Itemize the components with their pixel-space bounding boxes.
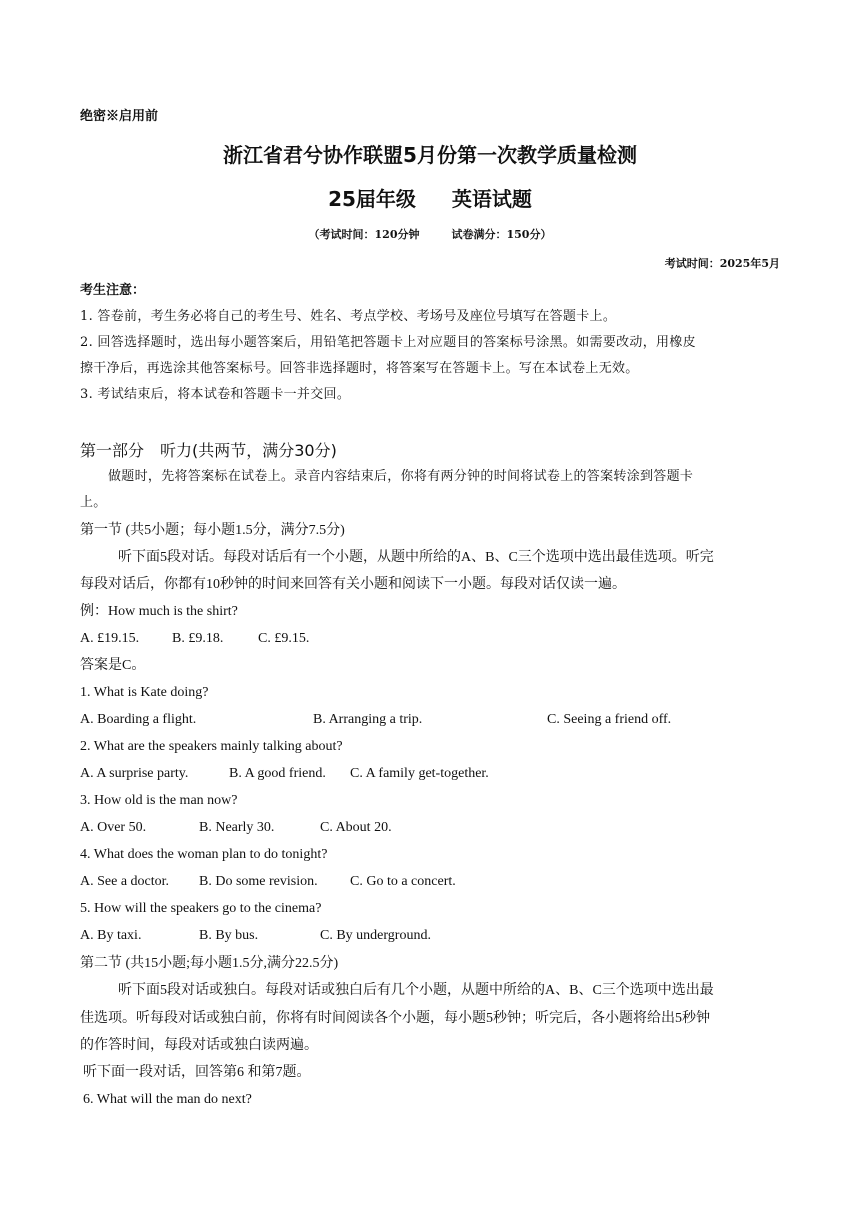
- example-question: 例：How much is the shirt?: [80, 604, 238, 619]
- dialog-note: 听下面一段对话，回答第6 和第7题。: [83, 1065, 311, 1080]
- q5-option-c: C. By underground.: [320, 928, 431, 943]
- notice-item-2a: 2. 回答选择题时，选出每小题答案后，用铅笔把答题卡上对应题目的答案标号涂黑。如需要改动，用橡皮: [80, 335, 696, 350]
- example-option-c: C. £9.15.: [258, 631, 310, 646]
- secret-label: 绝密※启用前: [80, 109, 159, 124]
- q1-option-a: A. Boarding a flight.: [80, 712, 197, 727]
- q4-option-c: C. Go to a concert.: [350, 874, 456, 889]
- notice-item-2b: 擦干净后，再选涂其他答案标号。回答非选择题时，将答案写在答题卡上。写在本试卷上无效。: [80, 361, 639, 376]
- section2-heading: 第二节 (共15小题;每小题1.5分,满分22.5分): [80, 956, 339, 971]
- q3-option-a: A. Over 50.: [80, 820, 147, 835]
- example-option-a: A. £19.15.: [80, 631, 140, 646]
- section1-heading: 第一节 (共5小题；每小题1.5分，满分7.5分): [80, 523, 345, 538]
- section2-instruction-c: 的作答时间，每段对话或独白读两遍。: [80, 1038, 318, 1053]
- part1-intro-b: 上。: [80, 495, 107, 510]
- q4-option-b: B. Do some revision.: [199, 874, 318, 889]
- exam-score: 试卷满分：150分）: [451, 228, 552, 241]
- part1-intro-a: 做题时，先将答案标在试卷上。录音内容结束后，你将有两分钟的时间将试卷上的答案转涂到答题卡: [108, 469, 694, 484]
- question-6: 6. What will the man do next?: [83, 1092, 252, 1107]
- exam-duration: （考试时间：120分钟: [308, 228, 420, 241]
- question-2: 2. What are the speakers mainly talking about?: [80, 739, 343, 754]
- q1-option-b: B. Arranging a trip.: [313, 712, 423, 727]
- q5-option-b: B. By bus.: [199, 928, 259, 943]
- section2-instruction-a: 听下面5段对话或独白。每段对话或独白后有几个小题，从题中所给的A、B、C三个选项中选出最: [118, 983, 714, 998]
- notice-item-3: 3. 考试结束后，将本试卷和答题卡一并交回。: [80, 387, 351, 402]
- question-5: 5. How will the speakers go to the cinema?: [80, 901, 322, 916]
- subtitle-subject: 英语试题: [451, 187, 532, 211]
- exam-subtitle: [0, 186, 860, 212]
- notice-heading: 考生注意：: [80, 283, 146, 298]
- section1-instruction-b: 每段对话后，你都有10秒钟的时间来回答有关小题和阅读下一小题。每段对话仅读一遍。: [80, 577, 626, 592]
- question-3: 3. How old is the man now?: [80, 793, 238, 808]
- example-answer: 答案是C。: [80, 658, 146, 673]
- section2-instruction-b: 佳选项。听每段对话或独白前，你将有时间阅读各个小题，每小题5秒钟；听完后，各小题将给出5秒钟: [80, 1011, 710, 1026]
- section1-instruction-a: 听下面5段对话。每段对话后有一个小题，从题中所给的A、B、C三个选项中选出最佳选项。听完: [118, 550, 714, 565]
- part1-heading: 第一部分 听力(共两节，满分30分): [80, 441, 337, 460]
- q3-option-c: C. About 20.: [320, 820, 392, 835]
- q2-option-b: B. A good friend.: [229, 766, 326, 781]
- q5-option-a: A. By taxi.: [80, 928, 142, 943]
- exam-date: 考试时间：2025年5月: [664, 257, 780, 270]
- q1-option-c: C. Seeing a friend off.: [547, 712, 672, 727]
- q2-option-c: C. A family get-together.: [350, 766, 489, 781]
- subtitle-grade: 25届年级: [328, 187, 416, 211]
- question-4: 4. What does the woman plan to do tonight?: [80, 847, 328, 862]
- notice-item-1: 1. 答卷前，考生务必将自己的考生号、姓名、考点学校、考场号及座位号填写在答题卡上。: [80, 309, 617, 324]
- exam-duration-score: [0, 228, 860, 242]
- q2-option-a: A. A surprise party.: [80, 766, 189, 781]
- question-1: 1. What is Kate doing?: [80, 685, 209, 700]
- q3-option-b: B. Nearly 30.: [199, 820, 275, 835]
- example-option-b: B. £9.18.: [172, 631, 224, 646]
- q4-option-a: A. See a doctor.: [80, 874, 170, 889]
- exam-title: 浙江省君兮协作联盟5月份第一次教学质量检测: [223, 143, 637, 167]
